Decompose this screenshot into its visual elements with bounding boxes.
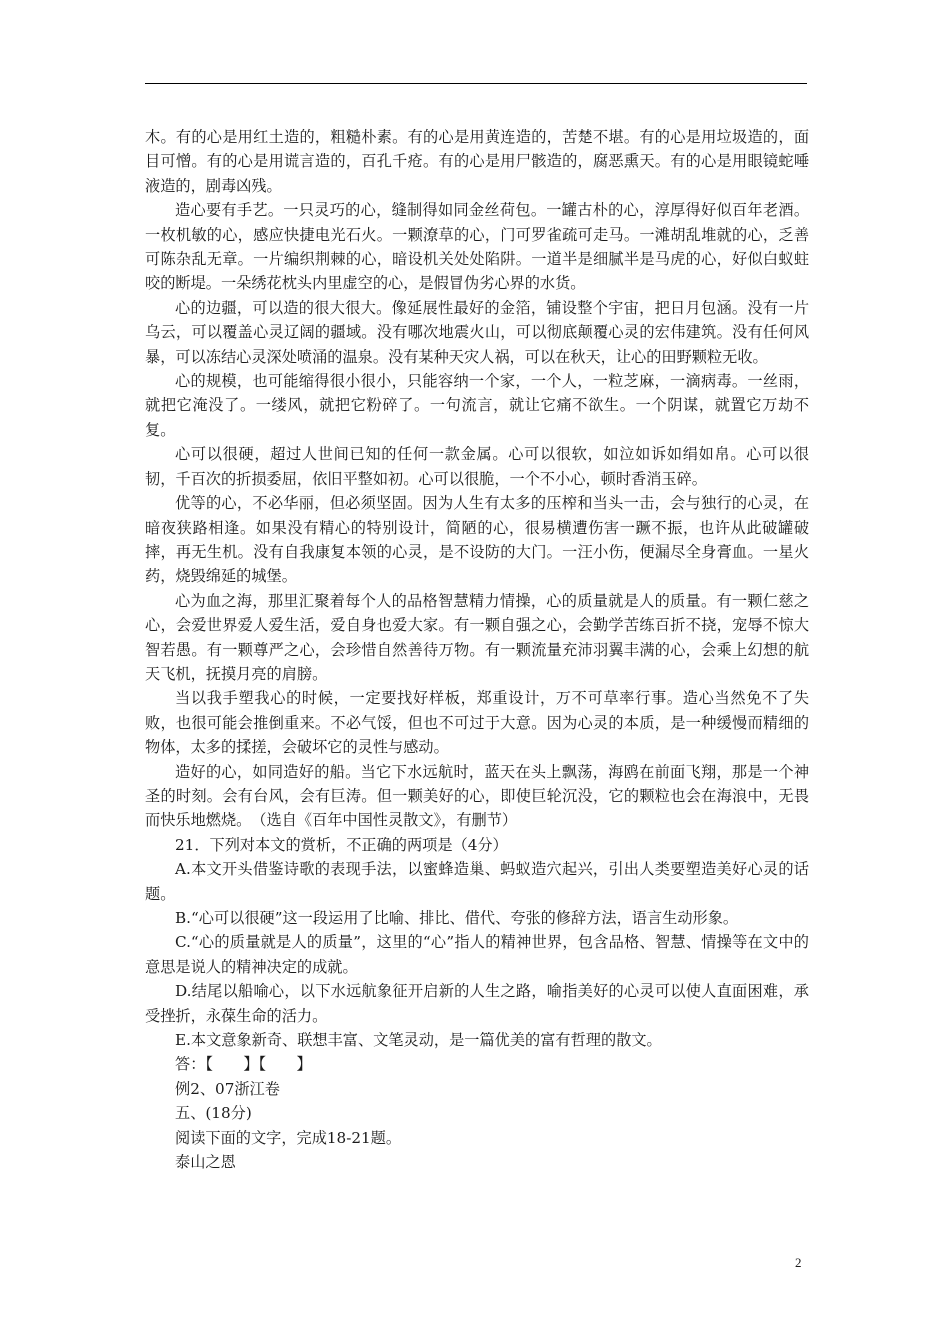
- example-label: 例2、07浙江卷: [175, 1079, 280, 1098]
- paragraph: 心可以很硬，超过人世间已知的任何一款金属。心可以很软，如泣如诉如绢如帛。心可以很韧，千百次的折损委屈，依旧平整如初。心可以很脆，一个不小心，顿时香消玉碎。: [145, 445, 809, 488]
- header-rule: [145, 83, 807, 84]
- paragraph: 心的边疆，可以造的很大很大。像延展性最好的金箔，铺设整个宇宙，把日月包涵。没有一片乌云，可以覆盖心灵辽阔的疆域。没有哪次地震火山，可以彻底颠覆心灵的宏伟建筑。没有任何风暴，可以冻结心灵深处喷涌的温泉。没有某种天灾人祸，可以在秋天，让心的田野颗粒无收。: [145, 298, 809, 366]
- document-body: [145, 125, 809, 1174]
- option-a: A.本文开头借鉴诗歌的表现手法，以蜜蜂造巢、蚂蚁造穴起兴，引出人类要塑造美好心灵的话题。: [145, 860, 809, 903]
- page-number: 2: [795, 1255, 802, 1270]
- paragraph: 心为血之海，那里汇聚着每个人的品格智慧精力情操，心的质量就是人的质量。有一颗仁慈之心，会爱世界爱人爱生活，爱自身也爱大家。有一颗自强之心，会勤学苦练百折不挠，宠辱不惊大智若愚。有一颗尊严之心，会珍惜自然善待万物。有一颗流量充沛羽翼丰满的心，会乘上幻想的航天飞机，抚摸月亮的肩膀。: [145, 591, 809, 683]
- paragraph: 造好的心，如同造好的船。当它下水远航时，蓝天在头上飘荡，海鸥在前面飞翔，那是一个神圣的时刻。会有台风，会有巨涛。但一颗美好的心，即使巨轮沉没，它的颗粒也会在海浪中，无畏而快乐地燃烧。 （选自《百年中国性灵散文》，有删节）: [145, 762, 809, 830]
- passage-title: 泰山之恩: [175, 1153, 236, 1172]
- option-b: B.“心可以很硬”这一段运用了比喻、排比、借代、夸张的修辞方法，语言生动形象。: [175, 909, 739, 927]
- paragraph-continuation: 木。有的心是用红土造的，粗糙朴素。有的心是用黄连造的，苦楚不堪。有的心是用垃圾造的，面目可憎。有的心是用谎言造的，百孔千疮。有的心是用尸骸造的，腐恶熏天。有的心是用眼镜蛇唾液造的，剧毒凶残。: [145, 128, 809, 195]
- paragraph: 优等的心，不必华丽，但必须坚固。因为人生有太多的压榨和当头一击，会与独行的心灵，在暗夜狭路相逢。如果没有精心的特别设计，简陋的心，很易横遭伤害一蹶不振，也许从此破罐破摔，再无生机。没有自我康复本领的心灵，是不设防的大门。一汪小伤，便漏尽全身膏血。一星火药，烧毁绵延的城堡。: [145, 494, 809, 586]
- option-d: D.结尾以船喻心，以下水远航象征开启新的人生之路，喻指美好的心灵可以使人直面困难，承受挫折，永葆生命的活力。: [145, 982, 809, 1025]
- instruction: 阅读下面的文字，完成18-21题。: [175, 1128, 402, 1147]
- option-e: E.本文意象新奇、联想丰富、文笔灵动，是一篇优美的富有哲理的散文。: [175, 1031, 662, 1050]
- answer-line: 答：【 】【 】: [175, 1055, 312, 1074]
- paragraph: 心的规模，也可能缩得很小很小，只能容纳一个家，一个人，一粒芝麻，一滴病毒。一丝雨，就把它淹没了。一缕风，就把它粉碎了。一句流言，就让它痛不欲生。一个阴谋，就置它万劫不复。: [145, 372, 809, 439]
- option-c: C.“心的质量就是人的质量”，这里的“心”指人的精神世界，包含品格、智慧、情操等在文中的意思是说人的精神决定的成就。: [145, 933, 809, 976]
- paragraph: 造心要有手艺。一只灵巧的心，缝制得如同金丝荷包。一罐古朴的心，淳厚得好似百年老酒。一枚机敏的心，感应快捷电光石火。一颗潦草的心，门可罗雀疏可走马。一滩胡乱堆就的心，乏善可陈杂乱无章。一片编织荆棘的心，暗设机关处处陷阱。一道半是细腻半是马虎的心，好似白蚁蛀咬的断堤。一朵绣花枕头内里虚空的心，是假冒伪劣心界的水货。: [145, 201, 809, 293]
- section-heading: 五、(18分): [175, 1104, 252, 1123]
- question-stem: 21．下列对本文的赏析，不正确的两项是（4分）: [175, 835, 508, 854]
- paragraph: 当以我手塑我心的时候，一定要找好样板，郑重设计，万不可草率行事。造心当然免不了失败，也很可能会推倒重来。不必气馁，但也不可过于大意。因为心灵的本质，是一种缓慢而精细的物体，太多的揉搓，会破坏它的灵性与感动。: [145, 689, 809, 757]
